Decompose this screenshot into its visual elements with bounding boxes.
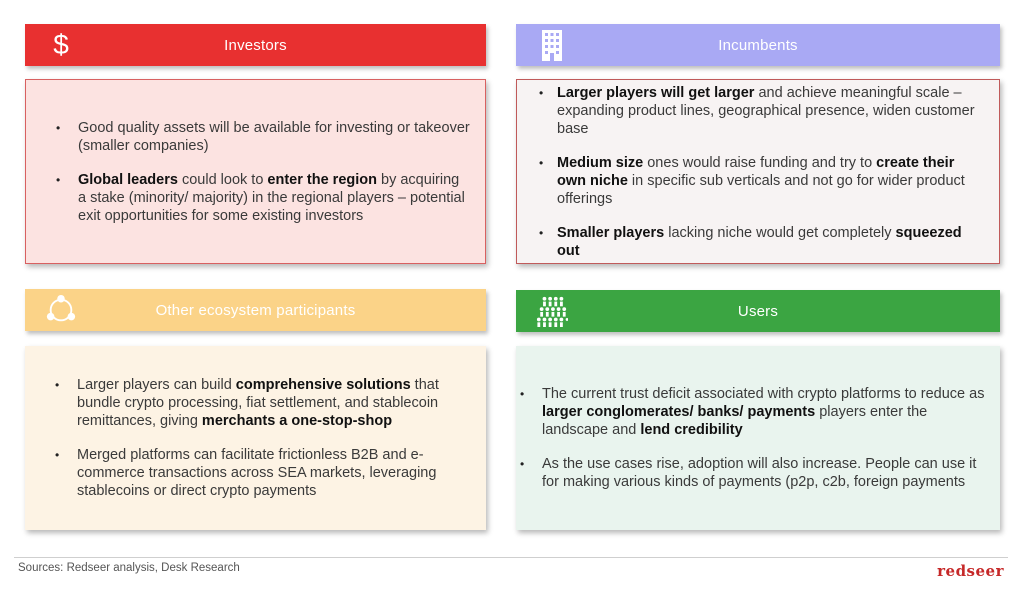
- bullet-text: and achieve meaningful scale – expanding product lines, geographical presence, widen customer base: [557, 84, 975, 137]
- dollar-icon: [45, 29, 77, 61]
- bullet-text: ones would raise funding and try to: [643, 154, 877, 171]
- incumbents-list: [537, 84, 985, 260]
- bullet-text: players enter the landscape and: [542, 404, 928, 438]
- bullet-point: [78, 119, 471, 155]
- others-panel: [25, 346, 486, 530]
- bullet-point: [77, 446, 482, 500]
- bullet-emphasis: Smaller players: [557, 224, 665, 241]
- users-header: [516, 290, 1000, 332]
- others-list: [77, 376, 482, 500]
- bullet-point: [78, 171, 471, 225]
- bullet-point: [557, 154, 985, 208]
- users-panel: [516, 346, 1000, 530]
- others-header: [25, 289, 486, 331]
- bullet-emphasis: lend credibility: [640, 422, 743, 438]
- bullet-text: Good quality assets will be available for investing or takeover (smaller companies): [78, 119, 470, 154]
- investors-title: Investors: [224, 36, 287, 54]
- incumbents-header: [516, 24, 1000, 66]
- bullet-text: Merged platforms can facilitate frictionless B2B and e-commerce transactions across SEA markets, leveraging stablecoins or direct crypto payments: [77, 447, 437, 499]
- bullet-point: [557, 224, 985, 260]
- sources-note: Sources: Redseer analysis, Desk Research: [18, 562, 240, 574]
- users-list: [542, 385, 986, 491]
- bullet-text: by acquiring a stake (minority/ majority) in the regional players – potential exit opportunities for some existing investors: [78, 171, 465, 224]
- bullet-emphasis: squeezed out: [557, 224, 962, 259]
- bullet-text: As the use cases rise, adoption will also increase. People can use it for making various kinds of payments (p2p, c2b, foreign payments: [542, 456, 977, 490]
- brand-logo: redseer: [937, 562, 1004, 580]
- bullet-point: [542, 385, 986, 439]
- bullet-emphasis: comprehensive solutions: [235, 377, 411, 393]
- incumbents-panel: [516, 79, 1000, 264]
- bullet-text: in specific sub verticals and not go for wider product offerings: [557, 172, 965, 207]
- bullet-emphasis: merchants a one-stop-shop: [201, 413, 393, 429]
- cycle-icon: [45, 294, 77, 326]
- investors-header: [25, 24, 486, 66]
- bullet-emphasis: larger conglomerates/ banks/ payments: [542, 404, 816, 420]
- bullet-emphasis: Medium size: [557, 154, 644, 171]
- bullet-text: The current trust deficit associated with crypto platforms to reduce as: [542, 386, 985, 402]
- bullet-emphasis: Larger players will get larger: [557, 84, 755, 101]
- building-icon: [536, 29, 568, 61]
- svg-text:$: $: [53, 30, 69, 60]
- bullet-text: Larger players can build: [77, 377, 236, 393]
- investors-list: [78, 119, 471, 225]
- bullet-point: [77, 376, 482, 430]
- footer-divider: [14, 557, 1008, 558]
- incumbents-title: Incumbents: [718, 36, 798, 54]
- people-group-icon: [536, 295, 568, 327]
- bullet-point: [542, 455, 986, 491]
- bullet-emphasis: create their own niche: [557, 154, 955, 189]
- users-title: Users: [737, 302, 779, 320]
- bullet-text: lacking niche would get completely: [664, 224, 896, 241]
- bullet-emphasis: Global leaders: [78, 171, 178, 188]
- bullet-text: that bundle crypto processing, fiat settlement, and stablecoin remittances, giving: [77, 377, 439, 429]
- bullet-text: could look to: [177, 171, 268, 188]
- bullet-point: [557, 84, 985, 138]
- others-title: Other ecosystem participants: [155, 301, 356, 319]
- bullet-emphasis: enter the region: [267, 171, 377, 188]
- investors-panel: [25, 79, 486, 264]
